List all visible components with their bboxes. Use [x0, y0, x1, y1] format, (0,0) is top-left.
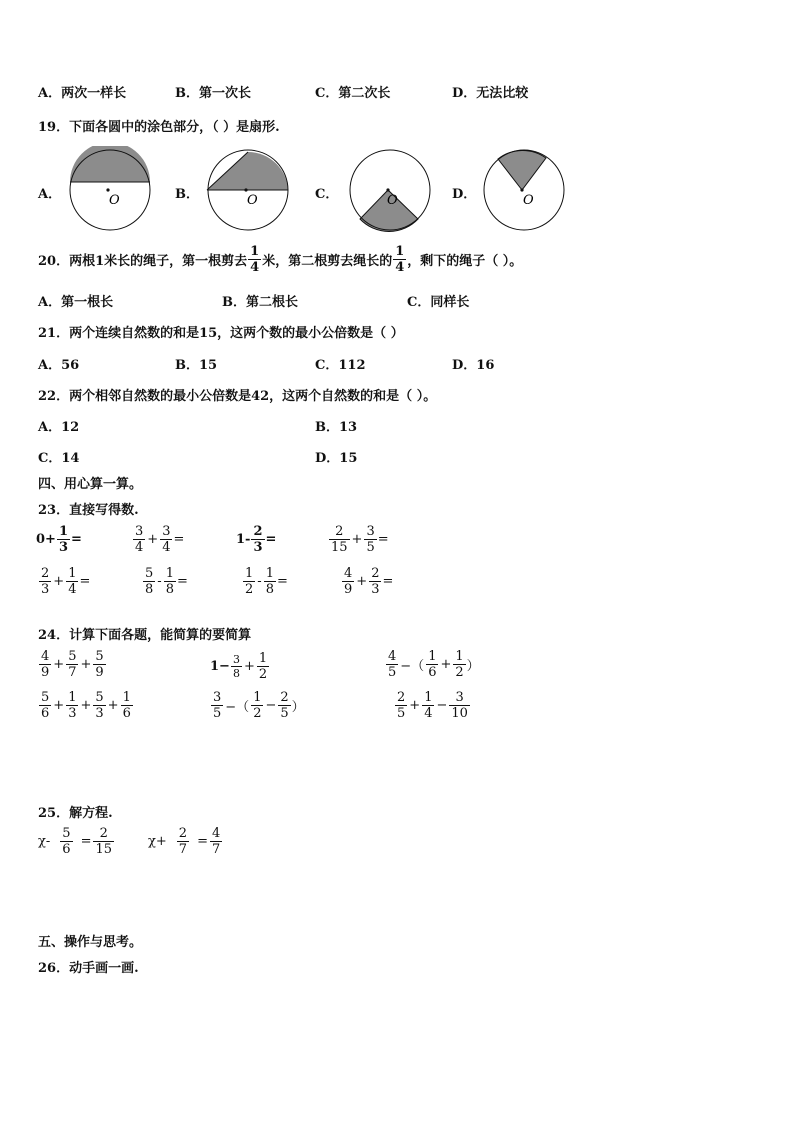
- q20-option-b: B．第二根长: [222, 295, 298, 310]
- q20-fraction-1: $\frac{1}{4}$: [250, 244, 260, 275]
- q23-expr-4: $\frac{2}{15}$ + $\frac{3}{5}$ =: [331, 524, 389, 555]
- circle-d-figure: [476, 146, 572, 236]
- q21-option-c: C．112: [315, 358, 366, 373]
- q21-title: 21．两个连续自然数的和是15，这两个数的最小公倍数是（ ）: [38, 326, 404, 341]
- q23-title: 23．直接写得数.: [38, 503, 139, 518]
- q24-expr-6: $\frac{2}{5}$ + $\frac{1}{4}$ − $\frac{3}{10}$: [397, 690, 468, 721]
- q19-label-b: B．: [175, 187, 199, 202]
- q20-option-c: C．同样长: [407, 295, 470, 310]
- q22-option-c: C．14: [38, 451, 80, 466]
- circle-b-center-label: O: [247, 193, 258, 208]
- circle-a-shaded-segment: [70, 146, 150, 182]
- q24-title: 24．计算下面各题，能简算的要简算: [38, 628, 252, 643]
- q18-option-d: D．无法比较: [452, 86, 529, 101]
- circle-c-figure: [342, 146, 438, 236]
- q19-title: 19．下面各圆中的涂色部分，（ ）是扇形.: [38, 120, 280, 135]
- section-5-heading: 五、操作与思考。: [38, 935, 143, 950]
- q19-label-d: D．: [452, 187, 477, 202]
- q23-expr-7: $\frac{1}{2}$ - $\frac{1}{8}$ =: [245, 566, 288, 597]
- q24-expr-1: $\frac{4}{9}$ + $\frac{5}{7}$ + $\frac{5}{9}$: [41, 649, 104, 680]
- q21-option-d: D．16: [452, 358, 495, 373]
- q22-title: 22．两个相邻自然数的最小公倍数是42，这两个自然数的和是（ ）。: [38, 389, 437, 404]
- section-4-heading: 四、用心算一算。: [38, 477, 143, 492]
- q24-expr-2: 1− $\frac{3}{8}$ + $\frac{1}{2}$: [210, 651, 268, 682]
- q23-expr-2: $\frac{3}{4}$ + $\frac{3}{4}$ =: [135, 524, 185, 555]
- q24-expr-4: $\frac{5}{6}$ + $\frac{1}{3}$ + $\frac{5}{3}$ + $\frac{1}{6}$: [41, 690, 131, 721]
- q18-option-b: B．第一次长: [175, 86, 251, 101]
- circle-b-shaded-region: [207, 152, 288, 190]
- q20-question: [38, 244, 522, 275]
- q25-equation-2: χ+ $\frac{2}{7}$ = $\frac{4}{7}$: [148, 826, 221, 857]
- q25-title: 25．解方程.: [38, 806, 113, 821]
- circle-b-figure: [200, 146, 296, 236]
- q20-text-3: ，剩下的绳子（ ）。: [407, 254, 523, 269]
- q26-title: 26．动手画一画.: [38, 961, 139, 976]
- q18-option-c: C．第二次长: [315, 86, 391, 101]
- q23-expr-3: 1- $\frac{2}{3}$ =: [236, 524, 277, 555]
- q20-option-a: A．第一根长: [38, 295, 114, 310]
- circle-d-center-label: O: [523, 193, 534, 208]
- q19-label-a: A．: [38, 187, 62, 202]
- q23-expr-1: 0+ $\frac{1}{3}$ =: [36, 524, 82, 555]
- q22-option-b: B．13: [315, 420, 358, 435]
- circle-a-figure: [62, 146, 158, 236]
- q22-option-a: A．12: [38, 420, 80, 435]
- q19-label-c: C．: [315, 187, 339, 202]
- circle-a-center-label: O: [109, 193, 120, 208]
- q23-expr-5: $\frac{2}{3}$ + $\frac{1}{4}$ =: [41, 566, 91, 597]
- q22-option-d: D．15: [315, 451, 358, 466]
- q23-expr-8: $\frac{4}{9}$ + $\frac{2}{3}$ =: [344, 566, 394, 597]
- q20-fraction-2: $\frac{1}{4}$: [395, 244, 405, 275]
- q20-text-2: 米，第二根剪去绳长的: [262, 254, 393, 269]
- q21-option-a: A．56: [38, 358, 80, 373]
- circle-c-center-label: O: [387, 193, 398, 208]
- q21-option-b: B．15: [175, 358, 218, 373]
- q23-expr-6: $\frac{5}{8}$ - $\frac{1}{8}$ =: [145, 566, 188, 597]
- q24-expr-3: $\frac{4}{5}$ −（ $\frac{1}{6}$ + $\frac{1}{2}$ ）: [388, 649, 480, 680]
- q18-option-a: A．两次一样长: [38, 86, 127, 101]
- circle-d-shaded-sector: [498, 150, 546, 190]
- q24-expr-5: $\frac{3}{5}$ −（ $\frac{1}{2}$ − $\frac{2}{5}$ ）: [213, 690, 305, 721]
- q20-text-1: 20．两根1米长的绳子，第一根剪去: [38, 254, 248, 269]
- q25-equation-1: χ- $\frac{5}{6}$ = $\frac{2}{15}$: [38, 826, 113, 857]
